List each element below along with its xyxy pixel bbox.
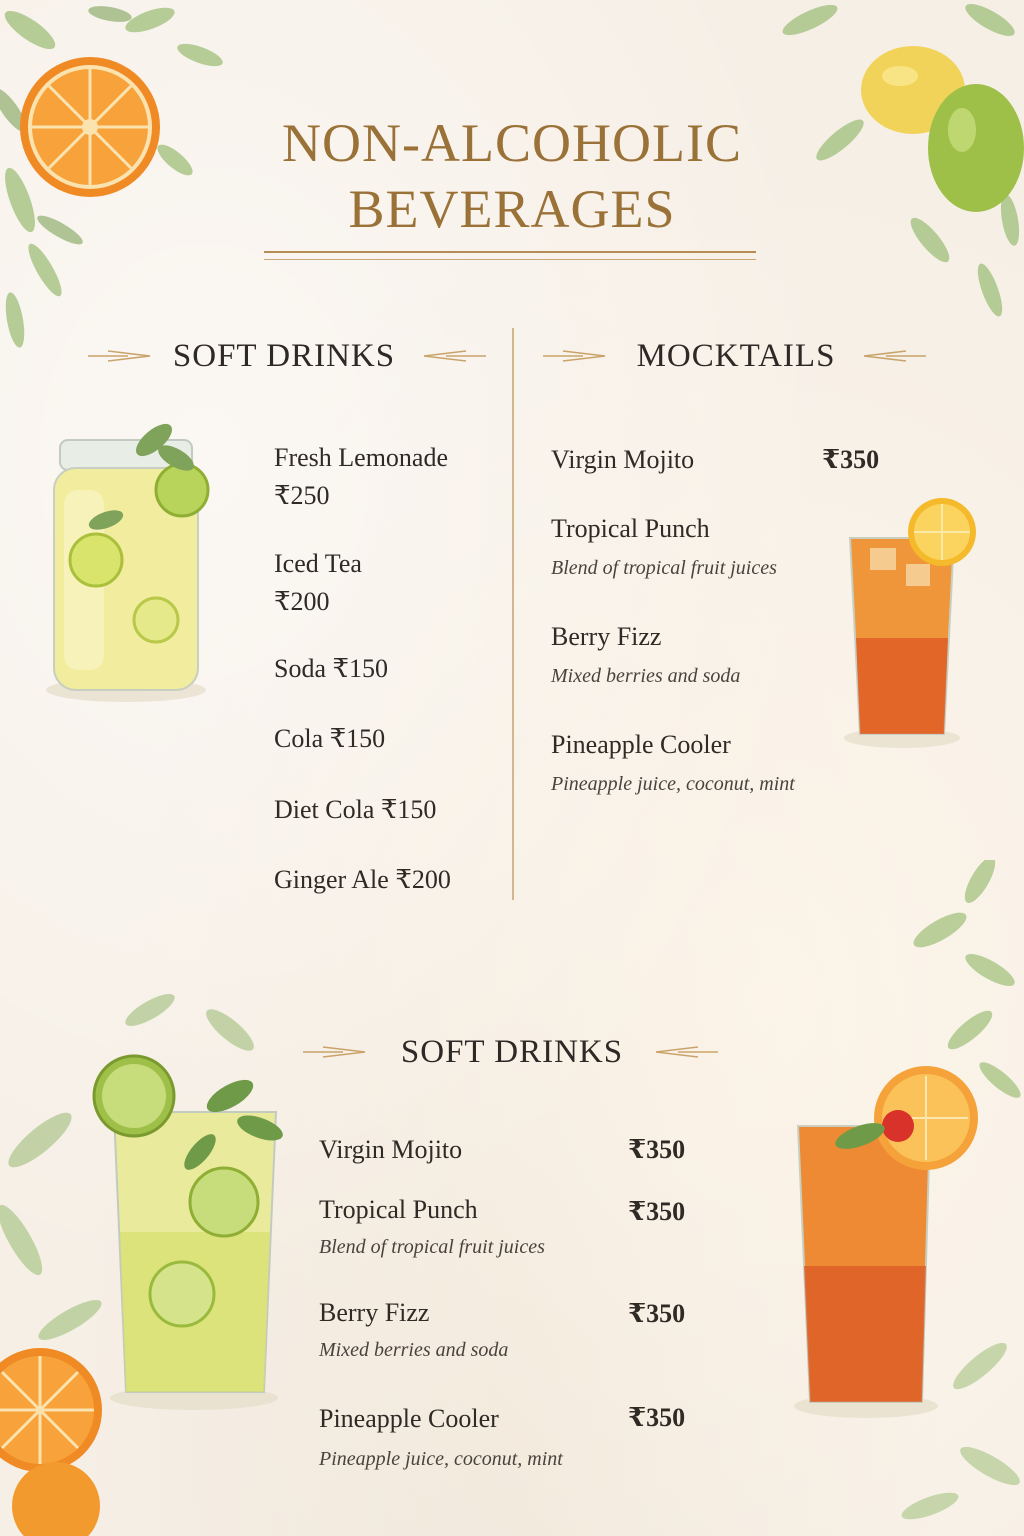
soft-item-name: Cola	[274, 724, 324, 753]
flourish-left-icon	[88, 349, 152, 363]
column-divider	[512, 328, 514, 900]
soft-item-row	[274, 654, 388, 684]
mocktail-item-name: Pineapple Cooler	[551, 730, 731, 759]
mocktail-item-desc: Blend of tropical fruit juices	[551, 557, 777, 579]
title-underline	[264, 251, 756, 260]
soft-item-row	[274, 795, 436, 825]
mocktail-item-price: ₹350	[822, 445, 880, 474]
mocktail-item-name: Tropical Punch	[551, 514, 710, 543]
mocktail-item-desc: Mixed berries and soda	[551, 665, 741, 687]
soft-item-price: ₹150	[332, 654, 389, 683]
flourish-right-icon	[422, 349, 486, 363]
soft-item-name: Fresh Lemonade	[274, 443, 449, 472]
orange-slice-icon	[0, 1346, 115, 1536]
soft2-item-desc: Blend of tropical fruit juices	[319, 1236, 545, 1258]
soft2-item-desc: Pineapple juice, coconut, mint	[319, 1448, 563, 1470]
soft-item-name: Soda	[274, 654, 326, 683]
soft2-item-name: Berry Fizz	[319, 1298, 430, 1327]
flourish-left-icon	[543, 349, 607, 363]
page-title	[0, 110, 1024, 242]
soft2-item-price: ₹350	[628, 1135, 686, 1164]
mojito-glass-icon	[90, 1052, 290, 1414]
soft-drinks-heading: SOFT DRINKS	[172, 338, 396, 374]
soft-item-name: Iced Tea	[274, 549, 362, 578]
soft-drinks-2-heading: SOFT DRINKS	[400, 1034, 624, 1070]
mocktail-item-name: Berry Fizz	[551, 622, 662, 651]
soft2-item-price: ₹350	[628, 1197, 686, 1226]
soft-item-name: Diet Cola	[274, 795, 375, 824]
soft2-item-desc: Mixed berries and soda	[319, 1339, 509, 1361]
title-line-2: BEVERAGES	[348, 179, 676, 239]
soft-item-price: ₹250	[274, 481, 330, 510]
soft-item-price: ₹200	[274, 587, 330, 616]
mocktail-item-name: Virgin Mojito	[551, 445, 695, 474]
flourish-left-icon	[303, 1045, 367, 1059]
soft-item-price: ₹150	[329, 724, 386, 753]
soft2-item-price: ₹350	[628, 1403, 686, 1432]
flourish-right-icon	[654, 1045, 718, 1059]
soft-item-row	[274, 724, 385, 754]
soft-item-price: ₹200	[395, 865, 451, 894]
soft-item-name: Ginger Ale	[274, 865, 389, 894]
soft2-item-price: ₹350	[628, 1299, 686, 1328]
flourish-right-icon	[862, 349, 926, 363]
iced-tea-glass-icon	[780, 1066, 1024, 1536]
lemonade-jar-icon	[36, 420, 216, 710]
soft2-item-name: Tropical Punch	[319, 1195, 478, 1224]
punch-glass-icon	[840, 498, 990, 756]
soft-item-price: ₹150	[380, 795, 437, 824]
title-line-1: NON-ALCOHOLIC	[282, 113, 742, 173]
soft2-item-name: Pineapple Cooler	[319, 1404, 499, 1433]
soft2-item-name: Virgin Mojito	[319, 1135, 463, 1164]
mocktail-item-desc: Pineapple juice, coconut, mint	[551, 773, 795, 795]
soft-item-row	[274, 865, 451, 895]
mocktails-heading: MOCKTAILS	[636, 338, 836, 374]
